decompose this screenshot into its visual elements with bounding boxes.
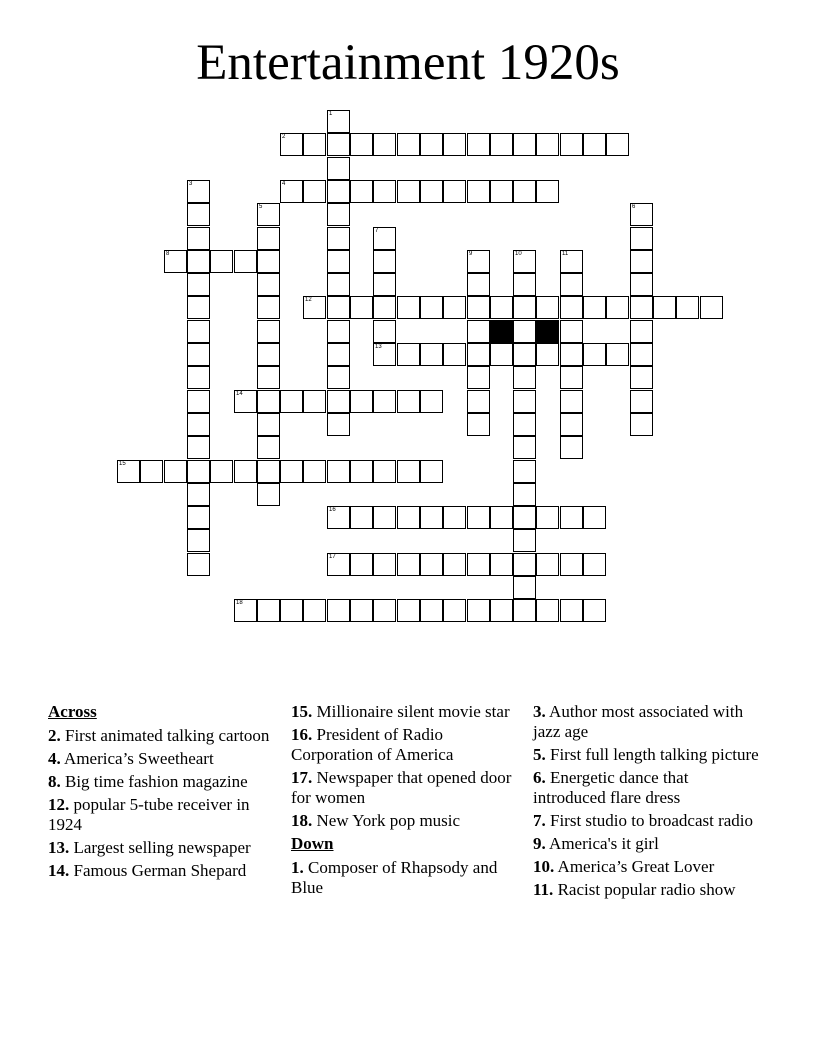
grid-cell[interactable] <box>560 366 583 389</box>
grid-cell[interactable] <box>513 250 536 273</box>
grid-cell[interactable] <box>303 180 326 203</box>
page-title: Entertainment 1920s <box>196 35 620 91</box>
grid-cell[interactable] <box>303 599 326 622</box>
clue-across-2: 2. First animated talking cartoon <box>48 726 270 745</box>
grid-cell[interactable] <box>467 413 490 436</box>
clue-number: 2 <box>282 134 286 140</box>
grid-cell[interactable] <box>467 553 490 576</box>
grid-cell[interactable] <box>397 296 420 319</box>
grid-cell[interactable] <box>257 366 280 389</box>
grid-cell[interactable] <box>490 180 513 203</box>
grid-cell[interactable] <box>187 320 210 343</box>
clue-number: 16 <box>329 507 336 513</box>
grid-cell[interactable] <box>513 506 536 529</box>
grid-cell[interactable] <box>467 599 490 622</box>
grid-cell[interactable] <box>513 483 536 506</box>
grid-cell[interactable] <box>327 413 350 436</box>
grid-cell[interactable] <box>350 390 373 413</box>
grid-cell[interactable] <box>630 296 653 319</box>
grid-cell[interactable] <box>467 343 490 366</box>
clue-down-1: 1. Composer of Rhapsody and Blue <box>291 858 498 897</box>
grid-cell[interactable] <box>280 599 303 622</box>
grid-cell[interactable] <box>350 180 373 203</box>
grid-cell[interactable] <box>397 553 420 576</box>
clue-across-18: 18. New York pop music <box>291 811 461 830</box>
grid-cell[interactable] <box>583 343 606 366</box>
grid-cell[interactable] <box>327 203 350 226</box>
grid-cell[interactable] <box>350 506 373 529</box>
grid-cell[interactable] <box>560 436 583 459</box>
grid-cell[interactable] <box>630 366 653 389</box>
across-heading: Across <box>48 702 97 721</box>
grid-cell[interactable] <box>257 436 280 459</box>
grid-cell[interactable] <box>420 343 443 366</box>
grid-cell[interactable] <box>327 227 350 250</box>
grid-cell[interactable] <box>560 390 583 413</box>
grid-cell[interactable] <box>303 390 326 413</box>
clue-across-14: 14. Famous German Shepard <box>48 861 247 880</box>
grid-cell[interactable] <box>560 320 583 343</box>
grid-cell[interactable] <box>373 273 396 296</box>
clues-column-3 <box>533 702 763 903</box>
grid-cell[interactable] <box>560 273 583 296</box>
grid-cell[interactable] <box>327 553 350 576</box>
grid-cell[interactable] <box>303 460 326 483</box>
grid-cell[interactable] <box>513 343 536 366</box>
grid-cell[interactable] <box>327 343 350 366</box>
grid-cell[interactable] <box>490 599 513 622</box>
grid-cell[interactable] <box>257 203 280 226</box>
grid-cell[interactable] <box>397 460 420 483</box>
grid-cell[interactable] <box>187 296 210 319</box>
grid-cell[interactable] <box>303 296 326 319</box>
grid-cell[interactable] <box>490 553 513 576</box>
grid-cell[interactable] <box>630 250 653 273</box>
grid-cell[interactable] <box>327 157 350 180</box>
grid-cell[interactable] <box>257 227 280 250</box>
grid-cell[interactable] <box>630 413 653 436</box>
grid-cell[interactable] <box>443 599 466 622</box>
grid-cell[interactable] <box>513 390 536 413</box>
grid-cell[interactable] <box>700 296 723 319</box>
black-square <box>490 320 513 343</box>
grid-cell[interactable] <box>467 133 490 156</box>
clue-number: 8 <box>166 251 170 257</box>
clue-down-11: 11. Racist popular radio show <box>533 880 736 899</box>
grid-cell[interactable] <box>234 460 257 483</box>
black-square <box>536 320 559 343</box>
grid-cell[interactable] <box>420 390 443 413</box>
grid-cell[interactable] <box>513 413 536 436</box>
grid-cell[interactable] <box>513 460 536 483</box>
grid-cell[interactable] <box>513 133 536 156</box>
grid-cell[interactable] <box>490 343 513 366</box>
grid-cell[interactable] <box>327 110 350 133</box>
grid-cell[interactable] <box>327 599 350 622</box>
grid-cell[interactable] <box>606 296 629 319</box>
grid-cell[interactable] <box>140 460 163 483</box>
grid-cell[interactable] <box>327 390 350 413</box>
grid-cell[interactable] <box>490 506 513 529</box>
clue-number: 15 <box>119 461 126 467</box>
grid-cell[interactable] <box>327 366 350 389</box>
clue-number: 14 <box>236 391 243 397</box>
grid-cell[interactable] <box>513 576 536 599</box>
grid-cell[interactable] <box>350 460 373 483</box>
clue-number: 17 <box>329 554 336 560</box>
clue-down-10: 10. America’s Great Lover <box>533 857 715 876</box>
grid-cell[interactable] <box>513 180 536 203</box>
grid-cell[interactable] <box>350 296 373 319</box>
grid-cell[interactable] <box>373 390 396 413</box>
grid-cell[interactable] <box>560 133 583 156</box>
grid-cell[interactable] <box>606 133 629 156</box>
grid-cell[interactable] <box>513 273 536 296</box>
grid-cell[interactable] <box>513 436 536 459</box>
grid-cell[interactable] <box>280 133 303 156</box>
grid-cell[interactable] <box>164 250 187 273</box>
clue-number: 12 <box>305 297 312 303</box>
grid-cell[interactable] <box>583 553 606 576</box>
grid-cell[interactable] <box>327 133 350 156</box>
clue-across-8: 8. Big time fashion magazine <box>48 772 248 791</box>
grid-cell[interactable] <box>560 296 583 319</box>
grid-cell[interactable] <box>536 296 559 319</box>
clue-number: 7 <box>375 228 379 234</box>
clue-number: 13 <box>375 344 382 350</box>
grid-cell[interactable] <box>630 227 653 250</box>
grid-cell[interactable] <box>420 506 443 529</box>
grid-cell[interactable] <box>513 599 536 622</box>
grid-cell[interactable] <box>536 599 559 622</box>
grid-cell[interactable] <box>187 413 210 436</box>
grid-cell[interactable] <box>373 250 396 273</box>
clue-number: 5 <box>259 204 263 210</box>
grid-cell[interactable] <box>467 296 490 319</box>
grid-cell[interactable] <box>536 506 559 529</box>
grid-cell[interactable] <box>350 553 373 576</box>
grid-cell[interactable] <box>164 460 187 483</box>
grid-cell[interactable] <box>350 599 373 622</box>
grid-cell[interactable] <box>560 599 583 622</box>
grid-cell[interactable] <box>583 296 606 319</box>
grid-cell[interactable] <box>327 296 350 319</box>
grid-cell[interactable] <box>280 460 303 483</box>
clues-column-2 <box>291 702 521 901</box>
grid-cell[interactable] <box>397 599 420 622</box>
grid-cell[interactable] <box>467 320 490 343</box>
grid-cell[interactable] <box>513 553 536 576</box>
grid-cell[interactable] <box>420 296 443 319</box>
grid-cell[interactable] <box>630 273 653 296</box>
clue-across-15: 15. Millionaire silent movie star <box>291 702 510 721</box>
grid-cell[interactable] <box>187 343 210 366</box>
grid-cell[interactable] <box>373 180 396 203</box>
grid-cell[interactable] <box>513 366 536 389</box>
clues-column-1 <box>48 702 278 884</box>
grid-cell[interactable] <box>373 506 396 529</box>
clue-across-17: 17. Newspaper that opened door for women <box>291 768 512 807</box>
grid-cell[interactable] <box>560 413 583 436</box>
grid-cell[interactable] <box>467 506 490 529</box>
grid-cell[interactable] <box>257 460 280 483</box>
clue-number: 6 <box>632 204 636 210</box>
grid-cell[interactable] <box>536 133 559 156</box>
grid-cell[interactable] <box>187 273 210 296</box>
grid-cell[interactable] <box>397 390 420 413</box>
clue-number: 9 <box>469 251 473 257</box>
clue-number: 3 <box>189 181 193 187</box>
clue-down-3: 3. Author most associated with jazz age <box>533 702 744 741</box>
grid-cell[interactable] <box>257 413 280 436</box>
grid-cell[interactable] <box>210 250 233 273</box>
grid-cell[interactable] <box>187 366 210 389</box>
grid-cell[interactable] <box>420 180 443 203</box>
grid-cell[interactable] <box>443 296 466 319</box>
grid-cell[interactable] <box>327 320 350 343</box>
grid-cell[interactable] <box>443 506 466 529</box>
grid-cell[interactable] <box>373 227 396 250</box>
clue-across-16: 16. President of Radio Corporation of America <box>291 725 454 764</box>
grid-cell[interactable] <box>513 529 536 552</box>
grid-cell[interactable] <box>490 296 513 319</box>
grid-cell[interactable] <box>257 296 280 319</box>
grid-cell[interactable] <box>187 506 210 529</box>
grid-cell[interactable] <box>187 483 210 506</box>
grid-cell[interactable] <box>583 133 606 156</box>
grid-cell[interactable] <box>187 180 210 203</box>
grid-cell[interactable] <box>583 599 606 622</box>
clue-down-5: 5. First full length talking picture <box>533 745 759 764</box>
grid-cell[interactable] <box>350 133 373 156</box>
clue-number: 11 <box>562 251 569 257</box>
grid-cell[interactable] <box>373 553 396 576</box>
grid-cell[interactable] <box>327 506 350 529</box>
grid-cell[interactable] <box>257 483 280 506</box>
grid-cell[interactable] <box>187 436 210 459</box>
grid-cell[interactable] <box>397 343 420 366</box>
grid-cell[interactable] <box>373 133 396 156</box>
clue-across-12: 12. popular 5-tube receiver in 1924 <box>48 795 250 834</box>
grid-cell[interactable] <box>490 133 513 156</box>
grid-cell[interactable] <box>327 273 350 296</box>
grid-cell[interactable] <box>676 296 699 319</box>
grid-cell[interactable] <box>653 296 676 319</box>
grid-cell[interactable] <box>513 320 536 343</box>
clue-down-6: 6. Energetic dance that introduced flare dress <box>533 768 689 807</box>
grid-cell[interactable] <box>373 599 396 622</box>
grid-cell[interactable] <box>560 506 583 529</box>
grid-cell[interactable] <box>187 250 210 273</box>
grid-cell[interactable] <box>467 250 490 273</box>
grid-cell[interactable] <box>373 460 396 483</box>
grid-cell[interactable] <box>234 599 257 622</box>
grid-cell[interactable] <box>327 460 350 483</box>
grid-cell[interactable] <box>234 390 257 413</box>
grid-cell[interactable] <box>187 460 210 483</box>
grid-cell[interactable] <box>257 250 280 273</box>
grid-cell[interactable] <box>280 180 303 203</box>
grid-cell[interactable] <box>234 250 257 273</box>
grid-cell[interactable] <box>443 180 466 203</box>
clue-across-13: 13. Largest selling newspaper <box>48 838 251 857</box>
grid-cell[interactable] <box>373 296 396 319</box>
grid-cell[interactable] <box>397 180 420 203</box>
grid-cell[interactable] <box>327 250 350 273</box>
grid-cell[interactable] <box>327 180 350 203</box>
grid-cell[interactable] <box>467 366 490 389</box>
grid-cell[interactable] <box>583 506 606 529</box>
grid-cell[interactable] <box>280 390 303 413</box>
grid-cell[interactable] <box>420 599 443 622</box>
grid-cell[interactable] <box>606 343 629 366</box>
grid-cell[interactable] <box>257 390 280 413</box>
grid-cell[interactable] <box>187 553 210 576</box>
grid-cell[interactable] <box>420 133 443 156</box>
grid-cell[interactable] <box>443 553 466 576</box>
grid-cell[interactable] <box>303 133 326 156</box>
grid-cell[interactable] <box>536 553 559 576</box>
grid-cell[interactable] <box>560 553 583 576</box>
grid-cell[interactable] <box>397 506 420 529</box>
grid-cell[interactable] <box>257 273 280 296</box>
grid-cell[interactable] <box>187 227 210 250</box>
grid-cell[interactable] <box>210 460 233 483</box>
grid-cell[interactable] <box>536 180 559 203</box>
grid-cell[interactable] <box>257 320 280 343</box>
grid-cell[interactable] <box>373 320 396 343</box>
grid-cell[interactable] <box>560 343 583 366</box>
grid-cell[interactable] <box>187 203 210 226</box>
grid-cell[interactable] <box>443 343 466 366</box>
grid-cell[interactable] <box>257 343 280 366</box>
clue-across-4: 4. America’s Sweetheart <box>48 749 214 768</box>
grid-cell[interactable] <box>187 390 210 413</box>
grid-cell[interactable] <box>630 390 653 413</box>
clue-number: 10 <box>515 251 522 257</box>
grid-cell[interactable] <box>536 343 559 366</box>
grid-cell[interactable] <box>117 460 140 483</box>
grid-cell[interactable] <box>630 203 653 226</box>
clue-number: 4 <box>282 181 286 187</box>
grid-cell[interactable] <box>257 599 280 622</box>
grid-cell[interactable] <box>373 343 396 366</box>
clue-number: 18 <box>236 600 243 606</box>
clue-number: 1 <box>329 111 333 117</box>
grid-cell[interactable] <box>630 343 653 366</box>
grid-cell[interactable] <box>187 529 210 552</box>
grid-cell[interactable] <box>630 320 653 343</box>
grid-cell[interactable] <box>467 273 490 296</box>
grid-cell[interactable] <box>443 133 466 156</box>
clue-down-7: 7. First studio to broadcast radio <box>533 811 754 830</box>
grid-cell[interactable] <box>467 180 490 203</box>
grid-cell[interactable] <box>420 460 443 483</box>
down-heading: Down <box>291 834 334 853</box>
grid-cell[interactable] <box>513 296 536 319</box>
grid-cell[interactable] <box>397 133 420 156</box>
clue-down-9: 9. America's it girl <box>533 834 659 853</box>
grid-cell[interactable] <box>420 553 443 576</box>
grid-cell[interactable] <box>560 250 583 273</box>
grid-cell[interactable] <box>467 390 490 413</box>
